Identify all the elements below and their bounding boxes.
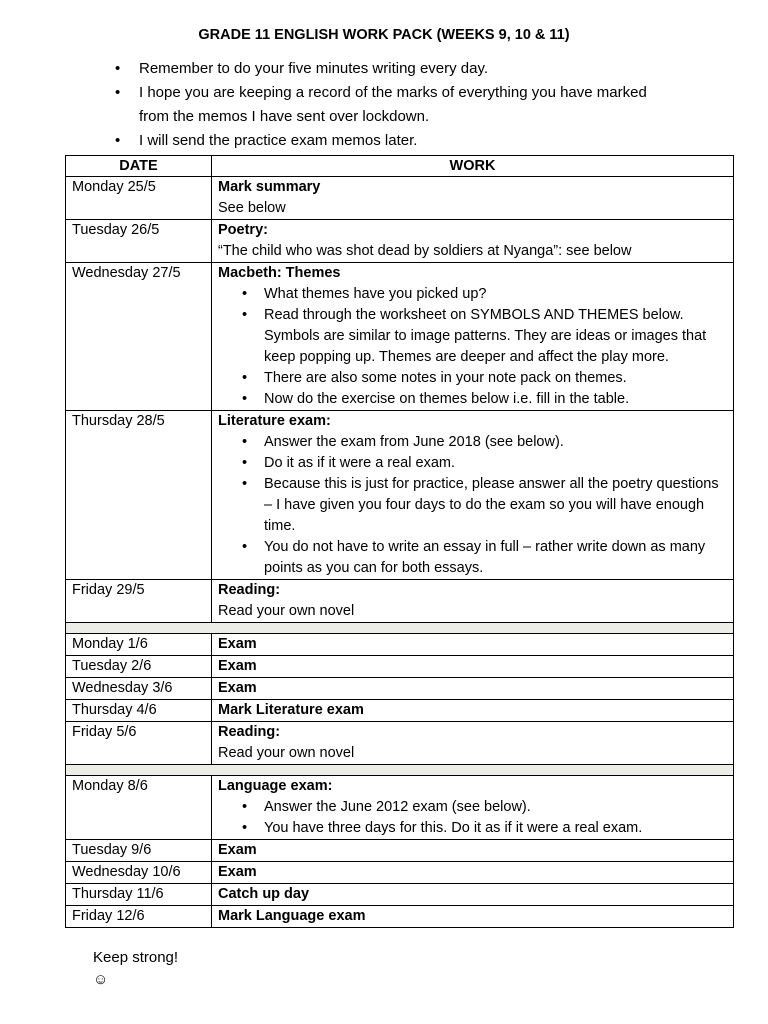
task-bullet: • You do not have to write an essay in full – rather write down as many points as you can for both essays. xyxy=(218,537,727,579)
date-cell: Friday 12/6 xyxy=(66,906,212,928)
table-row xyxy=(66,862,734,884)
table-row xyxy=(66,906,734,928)
date-cell: Tuesday 2/6 xyxy=(66,656,212,678)
date-cell: Wednesday 3/6 xyxy=(66,678,212,700)
work-cell xyxy=(212,263,734,411)
smiley-icon: ☺ xyxy=(93,971,109,988)
intro-bullet: • I will send the practice exam memos later. xyxy=(115,129,675,153)
intro-bullet-list xyxy=(115,57,675,153)
work-heading: Macbeth: Themes xyxy=(218,265,341,281)
work-heading: Exam xyxy=(218,680,257,696)
task-bullet: • Now do the exercise on themes below i.e. fill in the table. xyxy=(218,389,727,410)
task-bullet-list xyxy=(218,284,727,410)
work-heading: Mark Language exam xyxy=(218,908,366,924)
task-bullet: • There are also some notes in your note pack on themes. xyxy=(218,368,727,389)
work-heading: Exam xyxy=(218,636,257,652)
task-bullet: • Do it as if it were a real exam. xyxy=(218,453,727,474)
work-detail: See below xyxy=(218,200,286,216)
work-cell xyxy=(212,722,734,765)
work-heading: Mark summary xyxy=(218,179,321,195)
task-bullet: • What themes have you picked up? xyxy=(218,284,727,305)
work-heading: Exam xyxy=(218,864,257,880)
date-cell: Monday 8/6 xyxy=(66,776,212,840)
week-separator-cell xyxy=(66,765,734,776)
work-heading: Catch up day xyxy=(218,886,310,902)
date-cell: Wednesday 27/5 xyxy=(66,263,212,411)
work-detail: “The child who was shot dead by soldiers at Nyanga”: see below xyxy=(218,243,632,259)
table-row xyxy=(66,177,734,220)
closing-note xyxy=(93,947,178,991)
table-row xyxy=(66,580,734,623)
work-heading: Exam xyxy=(218,658,257,674)
work-cell xyxy=(212,678,734,700)
task-bullet: • Read through the worksheet on SYMBOLS AND THEMES below. Symbols are similar to image patterns. They are ideas or images that keep popping up. Themes are deeper and affect the play more. xyxy=(218,305,727,368)
work-heading: Language exam: xyxy=(218,778,333,794)
closing-message: Keep strong! xyxy=(93,949,179,966)
table-row xyxy=(66,884,734,906)
intro-bullet: • I hope you are keeping a record of the marks of everything you have marked from the memos I have sent over lockdown. xyxy=(115,81,675,129)
task-bullet-list xyxy=(218,797,727,839)
work-cell xyxy=(212,700,734,722)
work-cell xyxy=(212,411,734,580)
work-cell xyxy=(212,862,734,884)
work-heading: Exam xyxy=(218,842,257,858)
table-row xyxy=(66,411,734,580)
work-heading: Reading: xyxy=(218,582,281,598)
intro-bullet: • Remember to do your five minutes writing every day. xyxy=(115,57,675,81)
table-row xyxy=(66,678,734,700)
work-column-header: WORK xyxy=(212,156,734,177)
work-cell xyxy=(212,580,734,623)
date-cell: Tuesday 9/6 xyxy=(66,840,212,862)
task-bullet: • Answer the exam from June 2018 (see below). xyxy=(218,432,727,453)
work-heading: Mark Literature exam xyxy=(218,702,364,718)
table-body xyxy=(66,177,734,928)
work-cell xyxy=(212,884,734,906)
date-cell: Thursday 4/6 xyxy=(66,700,212,722)
task-bullet: • You have three days for this. Do it as if it were a real exam. xyxy=(218,818,727,839)
table-row xyxy=(66,722,734,765)
table-row xyxy=(66,840,734,862)
work-schedule-table xyxy=(65,155,734,928)
date-cell: Monday 1/6 xyxy=(66,634,212,656)
table-row xyxy=(66,220,734,263)
work-cell xyxy=(212,906,734,928)
week-separator-row xyxy=(66,623,734,634)
work-detail: Read your own novel xyxy=(218,603,355,619)
work-cell xyxy=(212,220,734,263)
task-bullet: • Answer the June 2012 exam (see below). xyxy=(218,797,727,818)
work-heading: Poetry: xyxy=(218,222,268,238)
week-separator-row xyxy=(66,765,734,776)
task-bullet: • Because this is just for practice, please answer all the poetry questions – I have given you four days to do the exam so you will have enough time. xyxy=(218,474,727,537)
work-heading: Literature exam: xyxy=(218,413,331,429)
week-separator-cell xyxy=(66,623,734,634)
table-row xyxy=(66,263,734,411)
table-row xyxy=(66,634,734,656)
work-cell xyxy=(212,177,734,220)
table-row xyxy=(66,776,734,840)
table-header-row xyxy=(66,156,734,177)
date-cell: Wednesday 10/6 xyxy=(66,862,212,884)
date-cell: Monday 25/5 xyxy=(66,177,212,220)
work-cell xyxy=(212,634,734,656)
work-detail: Read your own novel xyxy=(218,745,355,761)
date-cell: Friday 5/6 xyxy=(66,722,212,765)
date-column-header: DATE xyxy=(66,156,212,177)
work-heading: Reading: xyxy=(218,724,281,740)
work-cell xyxy=(212,840,734,862)
table-row xyxy=(66,656,734,678)
date-cell: Friday 29/5 xyxy=(66,580,212,623)
date-cell: Tuesday 26/5 xyxy=(66,220,212,263)
date-cell: Thursday 28/5 xyxy=(66,411,212,580)
task-bullet-list xyxy=(218,432,727,579)
date-cell: Thursday 11/6 xyxy=(66,884,212,906)
work-cell xyxy=(212,776,734,840)
work-cell xyxy=(212,656,734,678)
document-title: GRADE 11 ENGLISH WORK PACK (WEEKS 9, 10 & 11) xyxy=(198,27,570,43)
table-row xyxy=(66,700,734,722)
